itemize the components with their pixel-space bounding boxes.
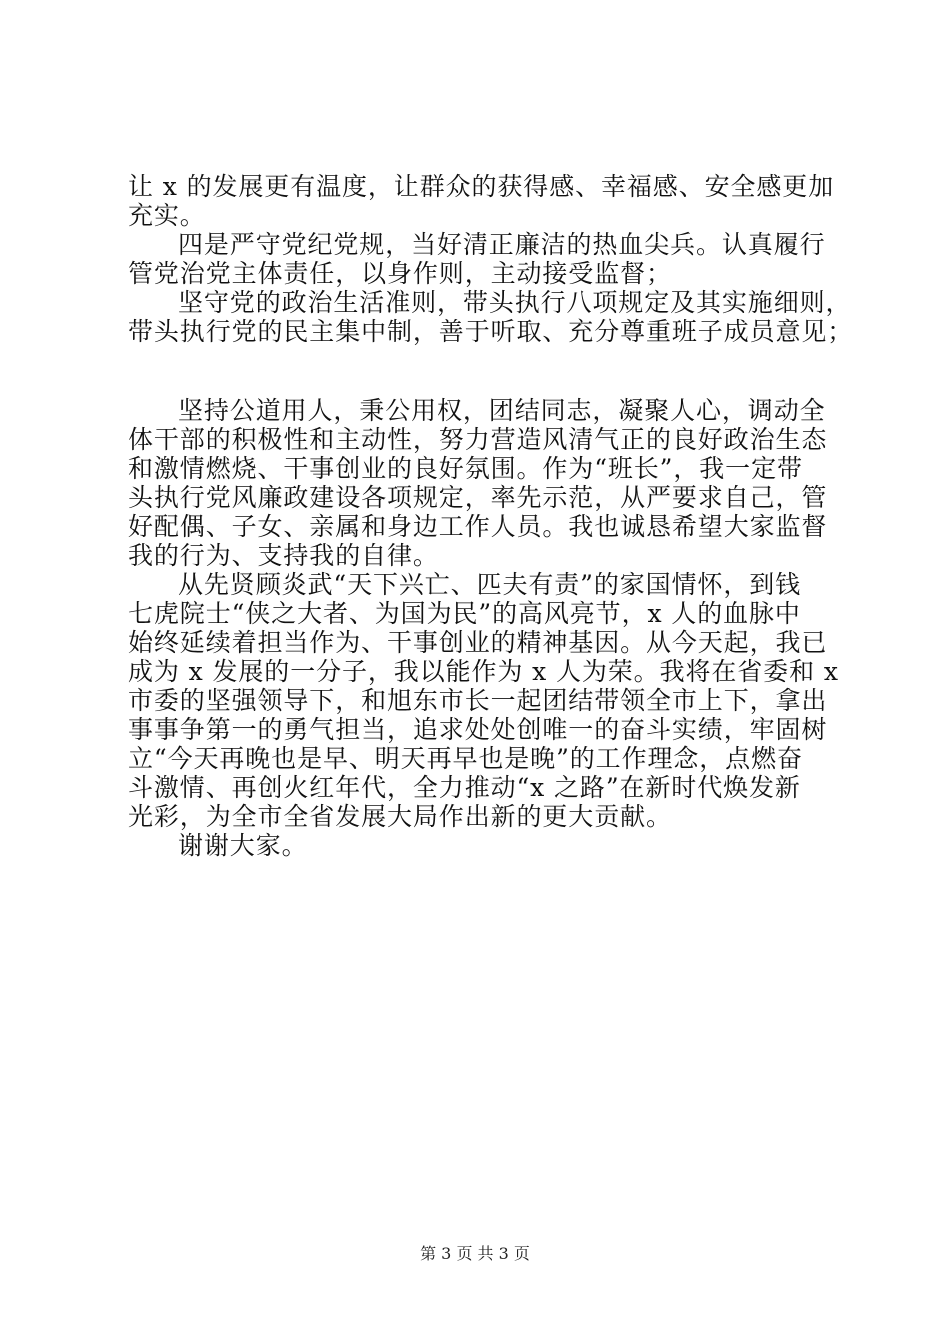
- text-line: 四是严守党纪党规，当好清正廉洁的热血尖兵。认真履行: [178, 230, 826, 259]
- text-line: 和激情燃烧、干事创业的良好氛围。作为“班长”，我一定带: [128, 454, 803, 483]
- text-line: 始终延续着担当作为、干事创业的精神基因。从今天起，我已: [128, 628, 828, 657]
- text-line: 坚持公道用人，秉公用权，团结同志，凝聚人心，调动全: [178, 396, 826, 425]
- text-line: 七虎院士“侠之大者、为国为民”的高风亮节，x 人的血脉中: [128, 599, 801, 628]
- text-line: 成为 x 发展的一分子，我以能作为 x 人为荣。我将在省委和 x: [128, 657, 839, 686]
- text-line: 让 x 的发展更有温度，让群众的获得感、幸福感、安全感更加: [128, 172, 835, 201]
- document-body: [128, 172, 854, 860]
- paragraph-gap: [128, 346, 840, 396]
- text-line: 我的行为、支持我的自律。: [128, 541, 439, 570]
- text-line: 市委的坚强领导下，和旭东市长一起团结带领全市上下，拿出: [128, 686, 828, 715]
- text-line: 头执行党风廉政建设各项规定，率先示范，从严要求自己，管: [128, 483, 828, 512]
- text-line: 充实。: [128, 201, 206, 230]
- text-line: 坚守党的政治生活准则，带头执行八项规定及其实施细则，: [178, 288, 852, 317]
- text-line: 带头执行党的民主集中制，善于听取、充分尊重班子成员意见；: [128, 317, 854, 346]
- text-line: 好配偶、子女、亲属和身边工作人员。我也诚恳希望大家监督: [128, 512, 828, 541]
- text-line: 从先贤顾炎武“天下兴亡、匹夫有责”的家国情怀，到钱: [178, 570, 802, 599]
- text-line: 事事争第一的勇气担当，追求处处创唯一的奋斗实绩，牢固树: [128, 715, 828, 744]
- text-line: 斗激情、再创火红年代，全力推动“x 之路”在新时代焕发新: [128, 773, 801, 802]
- page-footer: 第 3 页 共 3 页: [420, 1244, 530, 1263]
- text-line: 体干部的积极性和主动性，努力营造风清气正的良好政治生态: [128, 425, 828, 454]
- text-line: 立“今天再晚也是早、明天再早也是晚”的工作理念，点燃奋: [128, 744, 803, 773]
- text-line: 光彩，为全市全省发展大局作出新的更大贡献。: [128, 802, 672, 831]
- text-line: 管党治党主体责任，以身作则，主动接受监督；: [128, 259, 672, 288]
- text-line: 谢谢大家。: [178, 831, 308, 860]
